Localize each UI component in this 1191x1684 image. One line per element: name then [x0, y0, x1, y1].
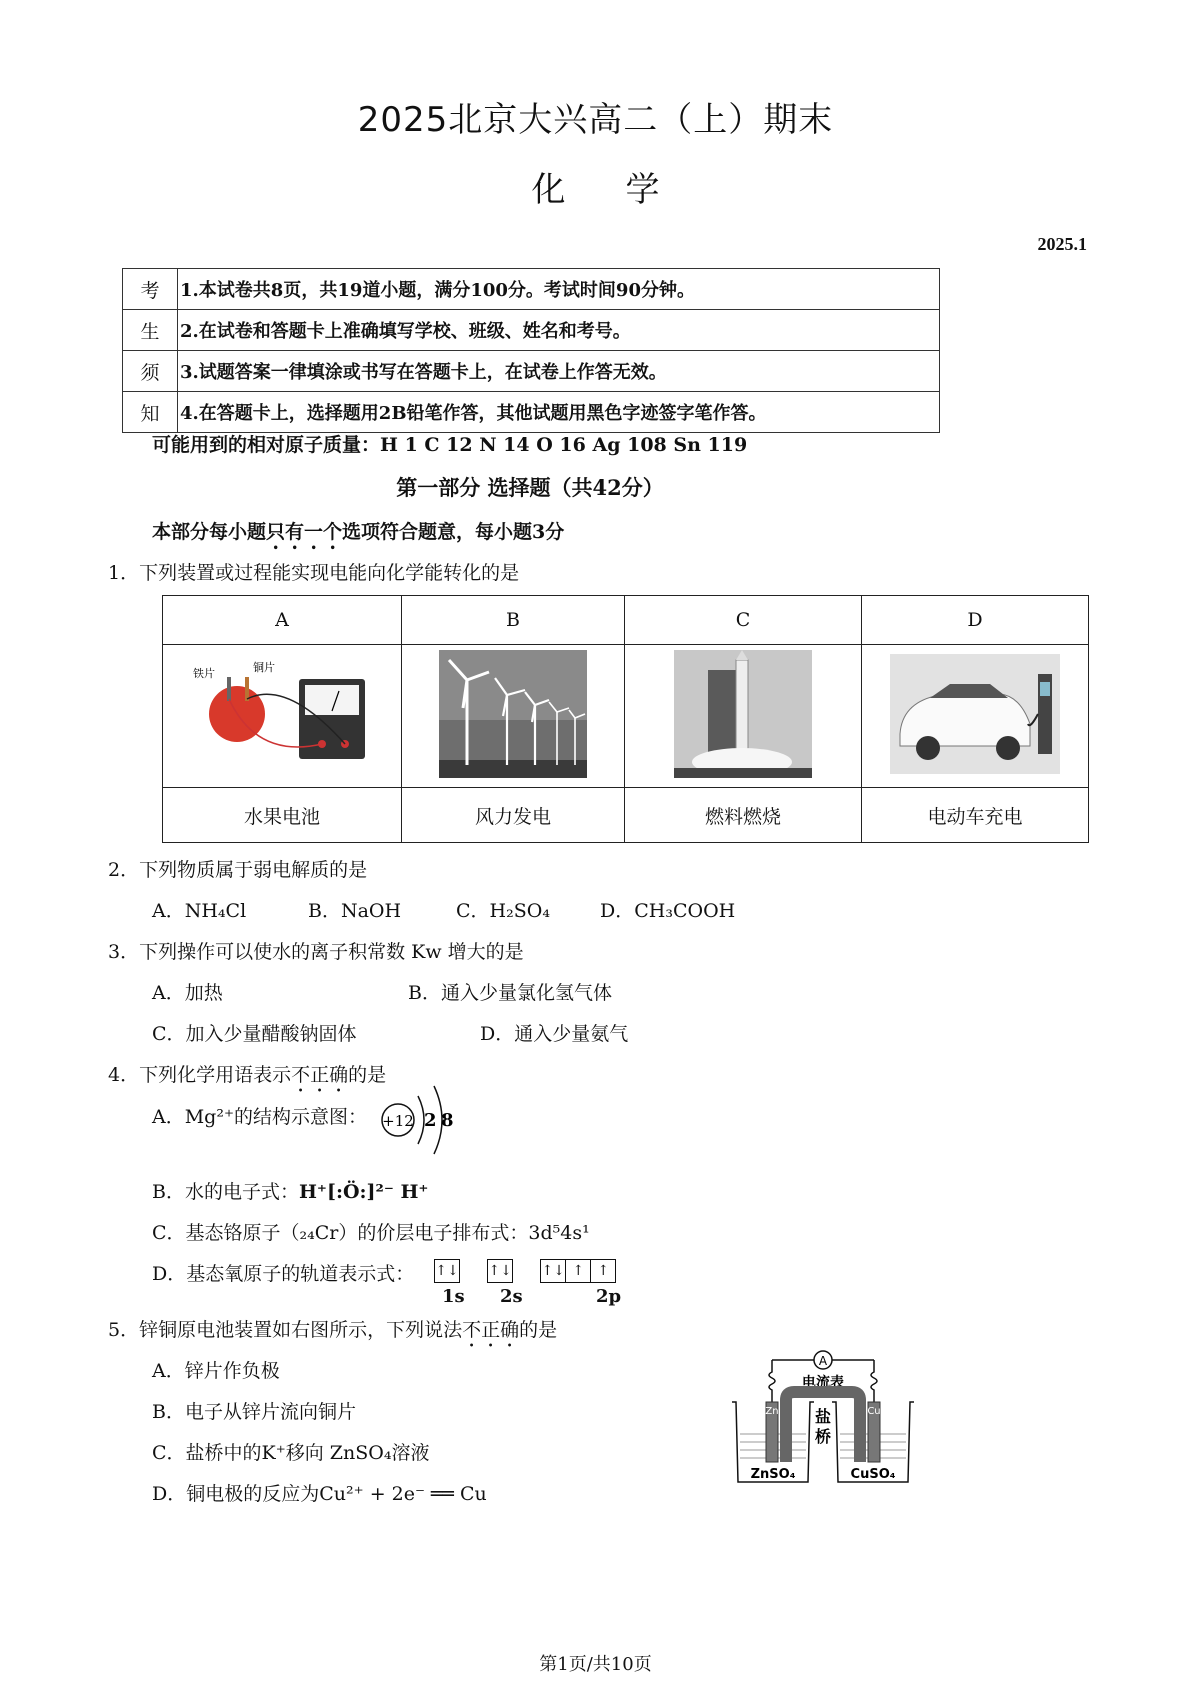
- q4-stem: [108, 1060, 386, 1097]
- q5-stem-emph: 不正确: [462, 1319, 520, 1341]
- notice-item: 1.本试卷共8页，共19道小题，满分100分。考试时间90分钟。: [178, 269, 940, 310]
- notice-box: [122, 268, 940, 433]
- q1-header-d: D: [862, 596, 1089, 645]
- q5-stem-pre: 5．锌铜原电池装置如右图所示，下列说法: [108, 1319, 463, 1341]
- q1-header-c: C: [625, 596, 862, 645]
- q1-options-table: [162, 595, 1089, 843]
- q5-option-d: D．铜电极的反应为Cu²⁺ + 2e⁻ ══ Cu: [152, 1483, 487, 1505]
- notice-label-char: 须: [123, 351, 178, 392]
- exam-title: 2025北京大兴高二（上）期末: [357, 100, 834, 140]
- atomic-mass: 可能用到的相对原子质量：H 1 C 12 N 14 O 16 Ag 108 Sn 119: [152, 434, 748, 456]
- q1-label-c: 燃料燃烧: [625, 788, 862, 843]
- orbital-2s: ↑↓: [488, 1263, 512, 1279]
- orbital-1s-box: [434, 1259, 460, 1283]
- q1-label-d: 电动车充电: [862, 788, 1089, 843]
- instruction-emph: 只有一个: [266, 521, 343, 543]
- q4-option-b: [152, 1177, 428, 1204]
- notice-label-char: 知: [123, 392, 178, 433]
- q3-option-c: C．加入少量醋酸钠固体: [152, 1023, 357, 1045]
- q2-stem: 2．下列物质属于弱电解质的是: [108, 859, 368, 881]
- q1-label-a: 水果电池: [163, 788, 402, 843]
- q2-option-c: C．H₂SO₄: [456, 900, 550, 922]
- ammeter-symbol: A: [818, 1354, 828, 1368]
- q3-option-a: A．加热: [152, 982, 223, 1004]
- q1-image-c-cell: [625, 645, 862, 788]
- cuso4-label: CuSO₄: [850, 1467, 896, 1482]
- q2-option-a: A．NH₄Cl: [152, 900, 247, 922]
- q1-header-b: B: [402, 596, 625, 645]
- znso4-label: ZnSO₄: [750, 1467, 796, 1482]
- orbital-label-2s: 2s: [500, 1286, 523, 1307]
- orbital-2p-1: ↑↓: [541, 1263, 565, 1279]
- ammeter-label: 电流表: [802, 1375, 844, 1391]
- notice-item: 2.在试卷和答题卡上准确填写学校、班级、姓名和考号。: [178, 310, 940, 351]
- orbital-label-1s: 1s: [442, 1286, 465, 1307]
- q4-stem-post: 的是: [348, 1064, 387, 1086]
- q3-option-d: D．通入少量氨气: [480, 1023, 629, 1045]
- notice-label-char: 生: [123, 310, 178, 351]
- notice-item: 4.在答题卡上，选择题用2B铅笔作答，其他试题用黑色字迹签字笔作答。: [178, 392, 940, 433]
- q4-option-b-text: B．水的电子式：: [152, 1181, 299, 1203]
- q4-option-d: D．基态氧原子的轨道表示式：: [152, 1263, 415, 1285]
- nucleus-charge: +12: [382, 1112, 414, 1130]
- q3-stem: 3．下列操作可以使水的离子积常数 Kw 增大的是: [108, 941, 524, 963]
- q5-option-c: C．盐桥中的K⁺移向 ZnSO₄溶液: [152, 1442, 430, 1464]
- q1-image-d-cell: [862, 645, 1089, 788]
- ev-charging-image: [890, 654, 1060, 774]
- orbital-2p-box: [540, 1259, 616, 1283]
- q5-option-a: A．锌片作负极: [152, 1360, 280, 1382]
- q4-stem-pre: 4．下列化学用语表示: [108, 1064, 292, 1086]
- q2-option-d: D．CH₃COOH: [600, 900, 736, 922]
- q5-stem: [108, 1315, 557, 1352]
- salt-bridge-label-2: 桥: [814, 1427, 832, 1446]
- instruction-post: 选项符合题意，每小题3分: [342, 521, 565, 543]
- wind-turbines-image: [439, 650, 587, 778]
- shell1-electrons: 2: [424, 1110, 437, 1131]
- q1-stem: 1．下列装置或过程能实现电能向化学能转化的是: [108, 562, 520, 584]
- q5-stem-post: 的是: [519, 1319, 558, 1341]
- q1-label-b: 风力发电: [402, 788, 625, 843]
- orbital-label-2p: 2p: [596, 1286, 622, 1307]
- part1-heading: 第一部分 选择题（共42分）: [396, 475, 664, 500]
- rocket-launch-image: [674, 650, 812, 778]
- q4-option-a: A．Mg²⁺的结构示意图：: [152, 1106, 367, 1128]
- zn-cu-cell-diagram: [728, 1342, 918, 1492]
- iron-plate-label: 铁片: [193, 666, 215, 680]
- notice-item: 3.试题答案一律填涂或书写在答题卡上，在试卷上作答无效。: [178, 351, 940, 392]
- cu-electrode-label: Cu: [867, 1406, 881, 1417]
- orbital-2p-2: ↑: [565, 1260, 590, 1282]
- notice-label-char: 考: [123, 269, 178, 310]
- exam-date: 2025.1: [1037, 234, 1087, 254]
- orbital-diagram: [434, 1259, 616, 1283]
- subject-title: 化学: [531, 170, 720, 210]
- part1-instruction: [152, 517, 564, 554]
- orbital-1s: ↑↓: [435, 1263, 459, 1279]
- instruction-pre: 本部分每小题: [152, 521, 267, 543]
- salt-bridge-label-1: 盐: [814, 1407, 832, 1426]
- q2-option-b: B．NaOH: [308, 900, 402, 922]
- copper-plate-label: 铜片: [253, 660, 275, 674]
- zn-electrode-label: Zn: [765, 1406, 779, 1417]
- shell2-electrons: 8: [441, 1110, 454, 1131]
- q1-image-b-cell: [402, 645, 625, 788]
- q1-header-a: A: [163, 596, 402, 645]
- orbital-2s-box: [487, 1259, 513, 1283]
- q1-image-a-cell: [163, 645, 402, 788]
- q4-option-c: C．基态铬原子（₂₄Cr）的价层电子排布式：3d⁵4s¹: [152, 1222, 590, 1244]
- q3-option-b: B．通入少量氯化氢气体: [408, 982, 612, 1004]
- q5-option-b: B．电子从锌片流向铜片: [152, 1401, 356, 1423]
- fruit-battery-image: [187, 659, 377, 769]
- q4-stem-emph: 不正确: [291, 1064, 349, 1086]
- orbital-2p-3: ↑: [590, 1260, 615, 1282]
- page-footer: 第1页/共10页: [539, 1654, 652, 1675]
- water-electron-formula: H⁺[:Ö:]²⁻ H⁺: [298, 1181, 429, 1203]
- mg-ion-structure-diagram: [378, 1080, 458, 1160]
